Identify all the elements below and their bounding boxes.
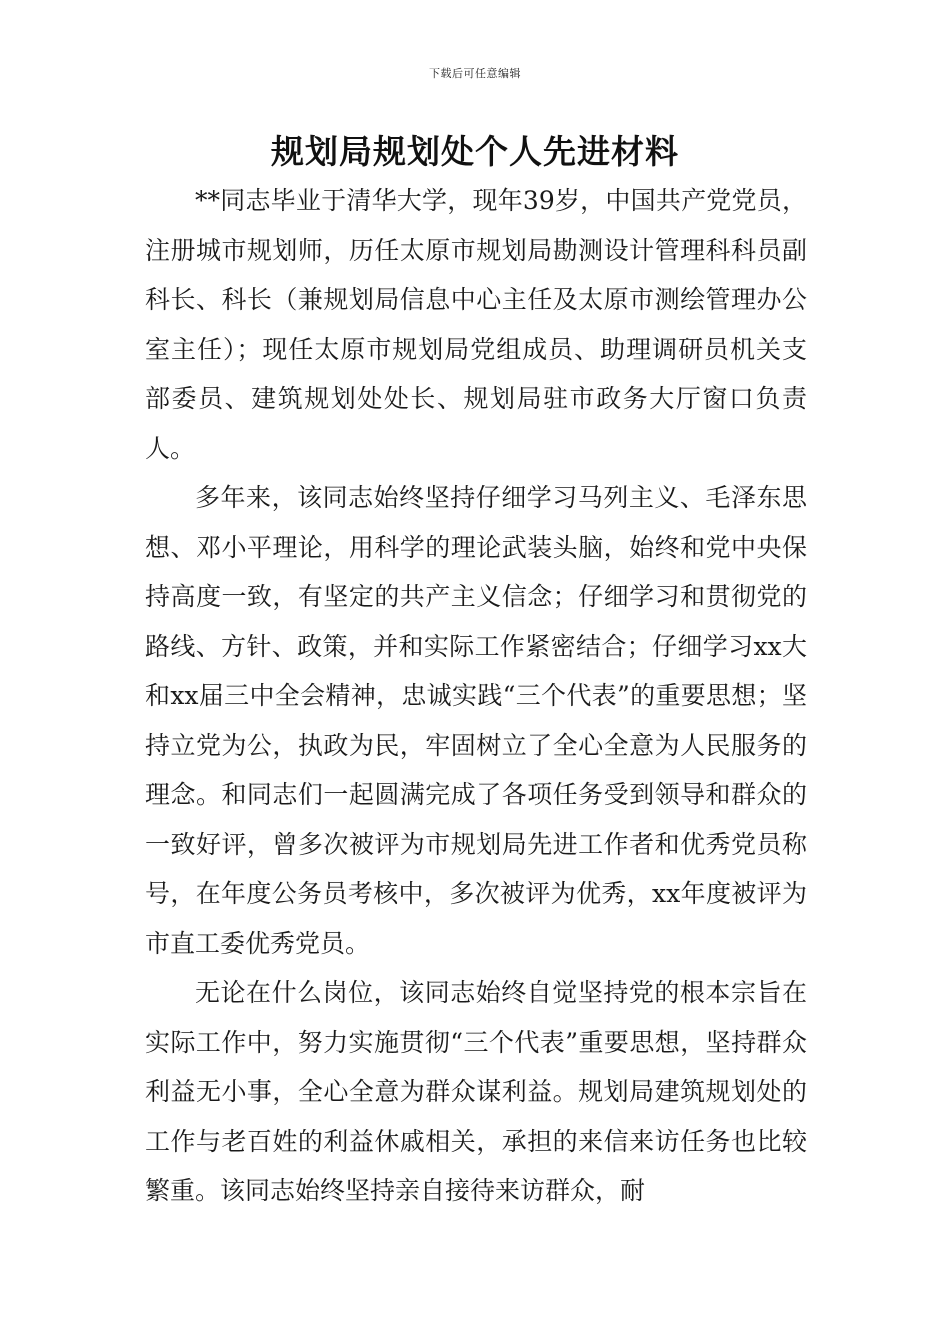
document-body xyxy=(145,176,807,1216)
page-title: 规划局规划处个人先进材料 xyxy=(271,132,679,171)
paragraph-1: **同志毕业于清华大学，现年39岁，中国共产党党员，注册城市规划师，历任太原市规划局勘测设计管理科科员副科长、科长（兼规划局信息中心主任及太原市测绘管理办公室主任）；现任太原市规划局党组成员、助理调研员机关支部委员、建筑规划处处长、规划局驻市政务大厅窗口负责人。 xyxy=(145,186,807,463)
paragraph-2: 多年来，该同志始终坚持仔细学习马列主义、毛泽东思想、邓小平理论，用科学的理论武装头脑，始终和党中央保持高度一致，有坚定的共产主义信念；仔细学习和贯彻党的路线、方针、政策，并和实际工作紧密结合；仔细学习xx大和xx届三中全会精神，忠诚实践“三个代表”的重要思想；坚持立党为公，执政为民，牢固树立了全心全意为人民服务的理念。和同志们一起圆满完成了各项任务受到领导和群众的一致好评，曾多次被评为市规划局先进工作者和优秀党员称号，在年度公务员考核中，多次被评为优秀，xx年度被评为市直工委优秀党员。 xyxy=(145,483,807,958)
header-note: 下载后可任意编辑 xyxy=(429,67,521,80)
paragraph-3: 无论在什么岗位，该同志始终自觉坚持党的根本宗旨在实际工作中，努力实施贯彻“三个代表”重要思想，坚持群众利益无小事，全心全意为群众谋利益。规划局建筑规划处的工作与老百姓的利益休戚相关，承担的来信来访任务也比较繁重。该同志始终坚持亲自接待来访群众，耐 xyxy=(145,978,807,1205)
